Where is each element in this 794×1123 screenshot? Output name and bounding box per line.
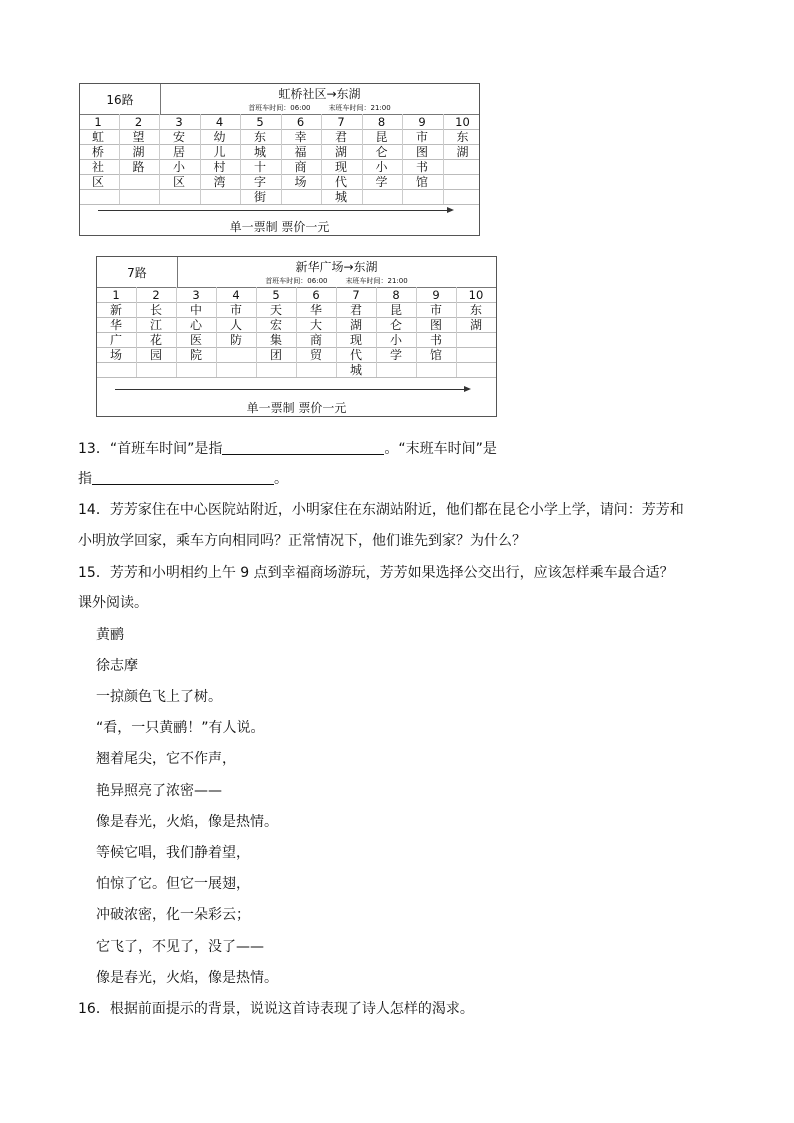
stop-name-char: 市 (429, 303, 442, 317)
grid-col-line (456, 287, 457, 377)
stop-number: 8 (377, 115, 386, 129)
stop-name-char: 君 (349, 303, 362, 317)
stop-name-char: 小 (389, 333, 402, 347)
stop-name-char: 华 (309, 303, 322, 317)
route-times (177, 276, 496, 286)
stop-column (221, 288, 251, 348)
stop-column (101, 288, 131, 363)
stop-number: 3 (175, 115, 183, 129)
question-14-line1: 14．芳芳家住在中心医院站附近，小明家住在东湖站附近，他们都在昆仑小学上学，请问：芳芳和 (78, 502, 684, 518)
stop-column (164, 115, 194, 190)
stop-name-char: 人 (229, 318, 242, 332)
grid-col-line (240, 114, 241, 204)
stop-name-char: 湖 (132, 145, 145, 159)
question-14-line2: 小明放学回家，乘车方向相同吗？正常情况下，他们谁先到家？为什么？ (78, 533, 526, 549)
q13-text-d: 。 (274, 471, 288, 487)
grid-col-line (256, 287, 257, 377)
question-15: 15．芳芳和小明相约上午 9 点到幸福商场游玩，芳芳如果选择公交出行，应该怎样乘车最合适？ (78, 565, 674, 581)
stop-column (124, 115, 154, 175)
stop-column (421, 288, 451, 363)
grid-col-line (296, 287, 297, 377)
stop-name-char: 代 (349, 348, 362, 362)
stop-name-char: 湖 (469, 318, 482, 332)
stop-name-char: 字 (253, 175, 266, 189)
stop-column (407, 115, 437, 190)
stop-name-char: 学 (375, 175, 388, 189)
stop-number: 4 (215, 115, 224, 129)
route-times (160, 103, 479, 113)
stop-name-char: 广 (109, 333, 122, 347)
stop-name-char: 场 (294, 175, 307, 189)
first-bus-time: 首班车时间：06:00 (265, 277, 328, 285)
stop-name-char: 幼 (213, 130, 226, 144)
stop-name-char: 大 (309, 318, 322, 332)
stop-name-char: 市 (415, 130, 428, 144)
stop-column (181, 288, 211, 363)
stop-column (261, 288, 291, 363)
stop-column (326, 115, 356, 205)
grid-col-line (176, 287, 177, 377)
stop-name-char: 场 (109, 348, 122, 362)
grid-col-line (119, 114, 120, 204)
stop-name-char: 现 (334, 160, 347, 174)
poem-line: 冲破浓密，化一朵彩云； (96, 907, 250, 924)
stop-name-char: 城 (253, 145, 266, 159)
direction-arrow (98, 210, 452, 211)
stop-column (448, 115, 478, 160)
question-16: 16．根据前面提示的背景，说说这首诗表现了诗人怎样的渴求。 (78, 1001, 474, 1017)
poem-line: 翘着尾尖，它不作声， (96, 751, 236, 768)
stop-name-char: 福 (294, 145, 307, 159)
grid-col-line (402, 114, 403, 204)
stop-column (461, 288, 491, 333)
stop-name-char: 城 (334, 190, 347, 204)
stop-name-char: 仑 (389, 318, 402, 332)
stop-name-char: 江 (149, 318, 162, 332)
stop-column (367, 115, 397, 190)
stop-number: 7 (352, 288, 360, 302)
grid-col-line (416, 287, 417, 377)
first-bus-time: 首班车时间：06:00 (248, 104, 311, 112)
stop-number: 2 (134, 115, 143, 129)
stop-name-char: 街 (253, 190, 266, 204)
stop-name-char: 社 (91, 160, 104, 174)
stop-column (141, 288, 171, 363)
stop-name-char: 东 (456, 130, 469, 144)
stop-name-char: 宏 (269, 318, 282, 332)
stop-name-char: 湖 (456, 145, 469, 159)
stop-column (341, 288, 371, 378)
stop-name-char: 中 (189, 303, 202, 317)
grid-col-line (362, 114, 363, 204)
stop-name-char: 幸 (294, 130, 307, 144)
stop-name-char: 天 (269, 303, 282, 317)
route-name: 7路 (97, 257, 178, 287)
stop-name-char: 新 (109, 303, 122, 317)
stop-name-char: 园 (149, 348, 162, 362)
stop-name-char: 桥 (91, 145, 104, 159)
stop-name-char: 商 (294, 160, 307, 174)
stop-column (381, 288, 411, 363)
stop-number: 3 (192, 288, 200, 302)
stop-name-char: 代 (334, 175, 347, 189)
stop-name-char: 小 (172, 160, 185, 174)
poem-line: 像是春光，火焰，像是热情。 (96, 969, 278, 986)
stop-name-char: 虹 (91, 130, 104, 144)
stop-name-char: 馆 (415, 175, 428, 189)
poem-title: 黄鹂 (96, 627, 124, 643)
grid-col-line (376, 287, 377, 377)
stop-number: 4 (232, 288, 240, 302)
stop-number: 1 (94, 115, 102, 129)
route-header (97, 257, 496, 288)
stop-name-char: 湖 (334, 145, 347, 159)
grid-col-line (281, 114, 282, 204)
stop-name-char: 市 (229, 303, 242, 317)
grid-col-line (136, 287, 137, 377)
question-13-line2 (78, 468, 288, 488)
stop-column (301, 288, 331, 363)
stop-name-char: 华 (109, 318, 122, 332)
answer-blank-last-bus[interactable] (92, 470, 274, 485)
grid-col-line (200, 114, 201, 204)
route-16-table (79, 83, 480, 236)
stop-name-char: 东 (253, 130, 266, 144)
stop-name-char: 东 (469, 303, 482, 317)
q13-text-b: 。“末班车时间”是 (384, 441, 497, 457)
stop-name-char: 防 (229, 333, 242, 347)
stop-name-char: 商 (309, 333, 322, 347)
grid-col-line (159, 114, 160, 204)
grid-col-line (443, 114, 444, 204)
q13-text-a: 13．“首班车时间”是指 (78, 441, 223, 457)
stop-name-char: 城 (349, 363, 362, 377)
stop-name-char: 路 (132, 160, 145, 174)
stop-name-char: 仑 (375, 145, 388, 159)
poem-author: 徐志摩 (96, 658, 138, 674)
grid-col-line (216, 287, 217, 377)
stop-name-char: 昆 (389, 303, 402, 317)
stop-number: 5 (272, 288, 280, 302)
last-bus-time: 末班车时间：21:00 (328, 104, 391, 112)
stop-name-char: 贸 (309, 348, 322, 362)
stop-number: 9 (418, 115, 426, 129)
stop-name-char: 区 (172, 175, 185, 189)
stop-column (245, 115, 275, 205)
stop-number: 9 (432, 288, 440, 302)
stop-name-char: 望 (132, 130, 145, 144)
poem-line: 它飞了，不见了，没了—— (96, 938, 264, 955)
stop-column (286, 115, 316, 190)
stop-number: 8 (392, 288, 400, 302)
stop-name-char: 书 (429, 333, 442, 347)
poem-line: “看，一只黄鹂！”有人说。 (96, 720, 265, 737)
stop-name-char: 居 (172, 145, 185, 159)
stop-number: 2 (152, 288, 160, 302)
stop-name-char: 学 (389, 348, 402, 362)
stop-name-char: 现 (349, 333, 362, 347)
stop-name-char: 安 (172, 130, 185, 144)
stop-name-char: 湖 (349, 318, 362, 332)
stop-column (205, 115, 235, 190)
poem-line: 一掠颜色飞上了树。 (96, 689, 222, 705)
stop-name-char: 团 (269, 348, 282, 362)
fare-info: 单一票制 票价一元 (229, 220, 330, 234)
route-name: 16路 (80, 84, 161, 114)
stop-name-char: 花 (149, 333, 162, 347)
stop-number: 6 (296, 115, 305, 129)
stop-number: 6 (312, 288, 320, 302)
route-7-table (96, 256, 497, 417)
stop-name-char: 长 (149, 303, 162, 317)
grid-row-line (80, 204, 479, 205)
grid-col-line (336, 287, 337, 377)
stop-name-char: 小 (375, 160, 388, 174)
question-13-line1 (78, 438, 497, 458)
poem-line: 艳异照亮了浓密—— (96, 782, 222, 799)
stop-number: 5 (256, 115, 264, 129)
stop-name-char: 集 (269, 333, 282, 347)
route-header (80, 84, 479, 115)
stop-name-char: 湾 (213, 175, 226, 189)
stop-name-char: 昆 (375, 130, 388, 144)
poem-line: 怕惊了它。但它一展翅， (96, 876, 250, 893)
stop-name-char: 图 (429, 318, 442, 332)
fare-info: 单一票制 票价一元 (246, 401, 347, 415)
answer-blank-first-bus[interactable] (222, 440, 384, 455)
q13-text-c: 指 (78, 471, 92, 487)
stop-name-char: 村 (213, 160, 226, 174)
reading-section-header: 课外阅读。 (78, 595, 148, 611)
grid-row-line (97, 377, 496, 378)
stop-name-char: 医 (189, 333, 202, 347)
stop-name-char: 图 (415, 145, 428, 159)
stop-name-char: 君 (334, 130, 347, 144)
stop-name-char: 儿 (213, 145, 226, 159)
route-title: 新华广场→东湖 (295, 260, 378, 274)
route-title: 虹桥社区→东湖 (278, 87, 361, 101)
poem-line: 等候它唱，我们静着望， (96, 845, 250, 861)
stop-number: 1 (112, 288, 120, 302)
stop-name-char: 馆 (429, 348, 442, 362)
stop-column (83, 115, 113, 190)
grid-col-line (321, 114, 322, 204)
poem-line: 像是春光，火焰，像是热情。 (96, 813, 278, 830)
direction-arrow (115, 389, 469, 390)
stop-number: 10 (468, 288, 484, 302)
stop-name-char: 心 (189, 318, 202, 332)
stop-name-char: 院 (189, 348, 202, 362)
stop-name-char: 十 (253, 160, 266, 174)
stop-name-char: 区 (91, 175, 104, 189)
stop-name-char: 书 (415, 160, 428, 174)
last-bus-time: 末班车时间：21:00 (345, 277, 408, 285)
stop-number: 7 (337, 115, 345, 129)
stop-number: 10 (455, 115, 470, 129)
